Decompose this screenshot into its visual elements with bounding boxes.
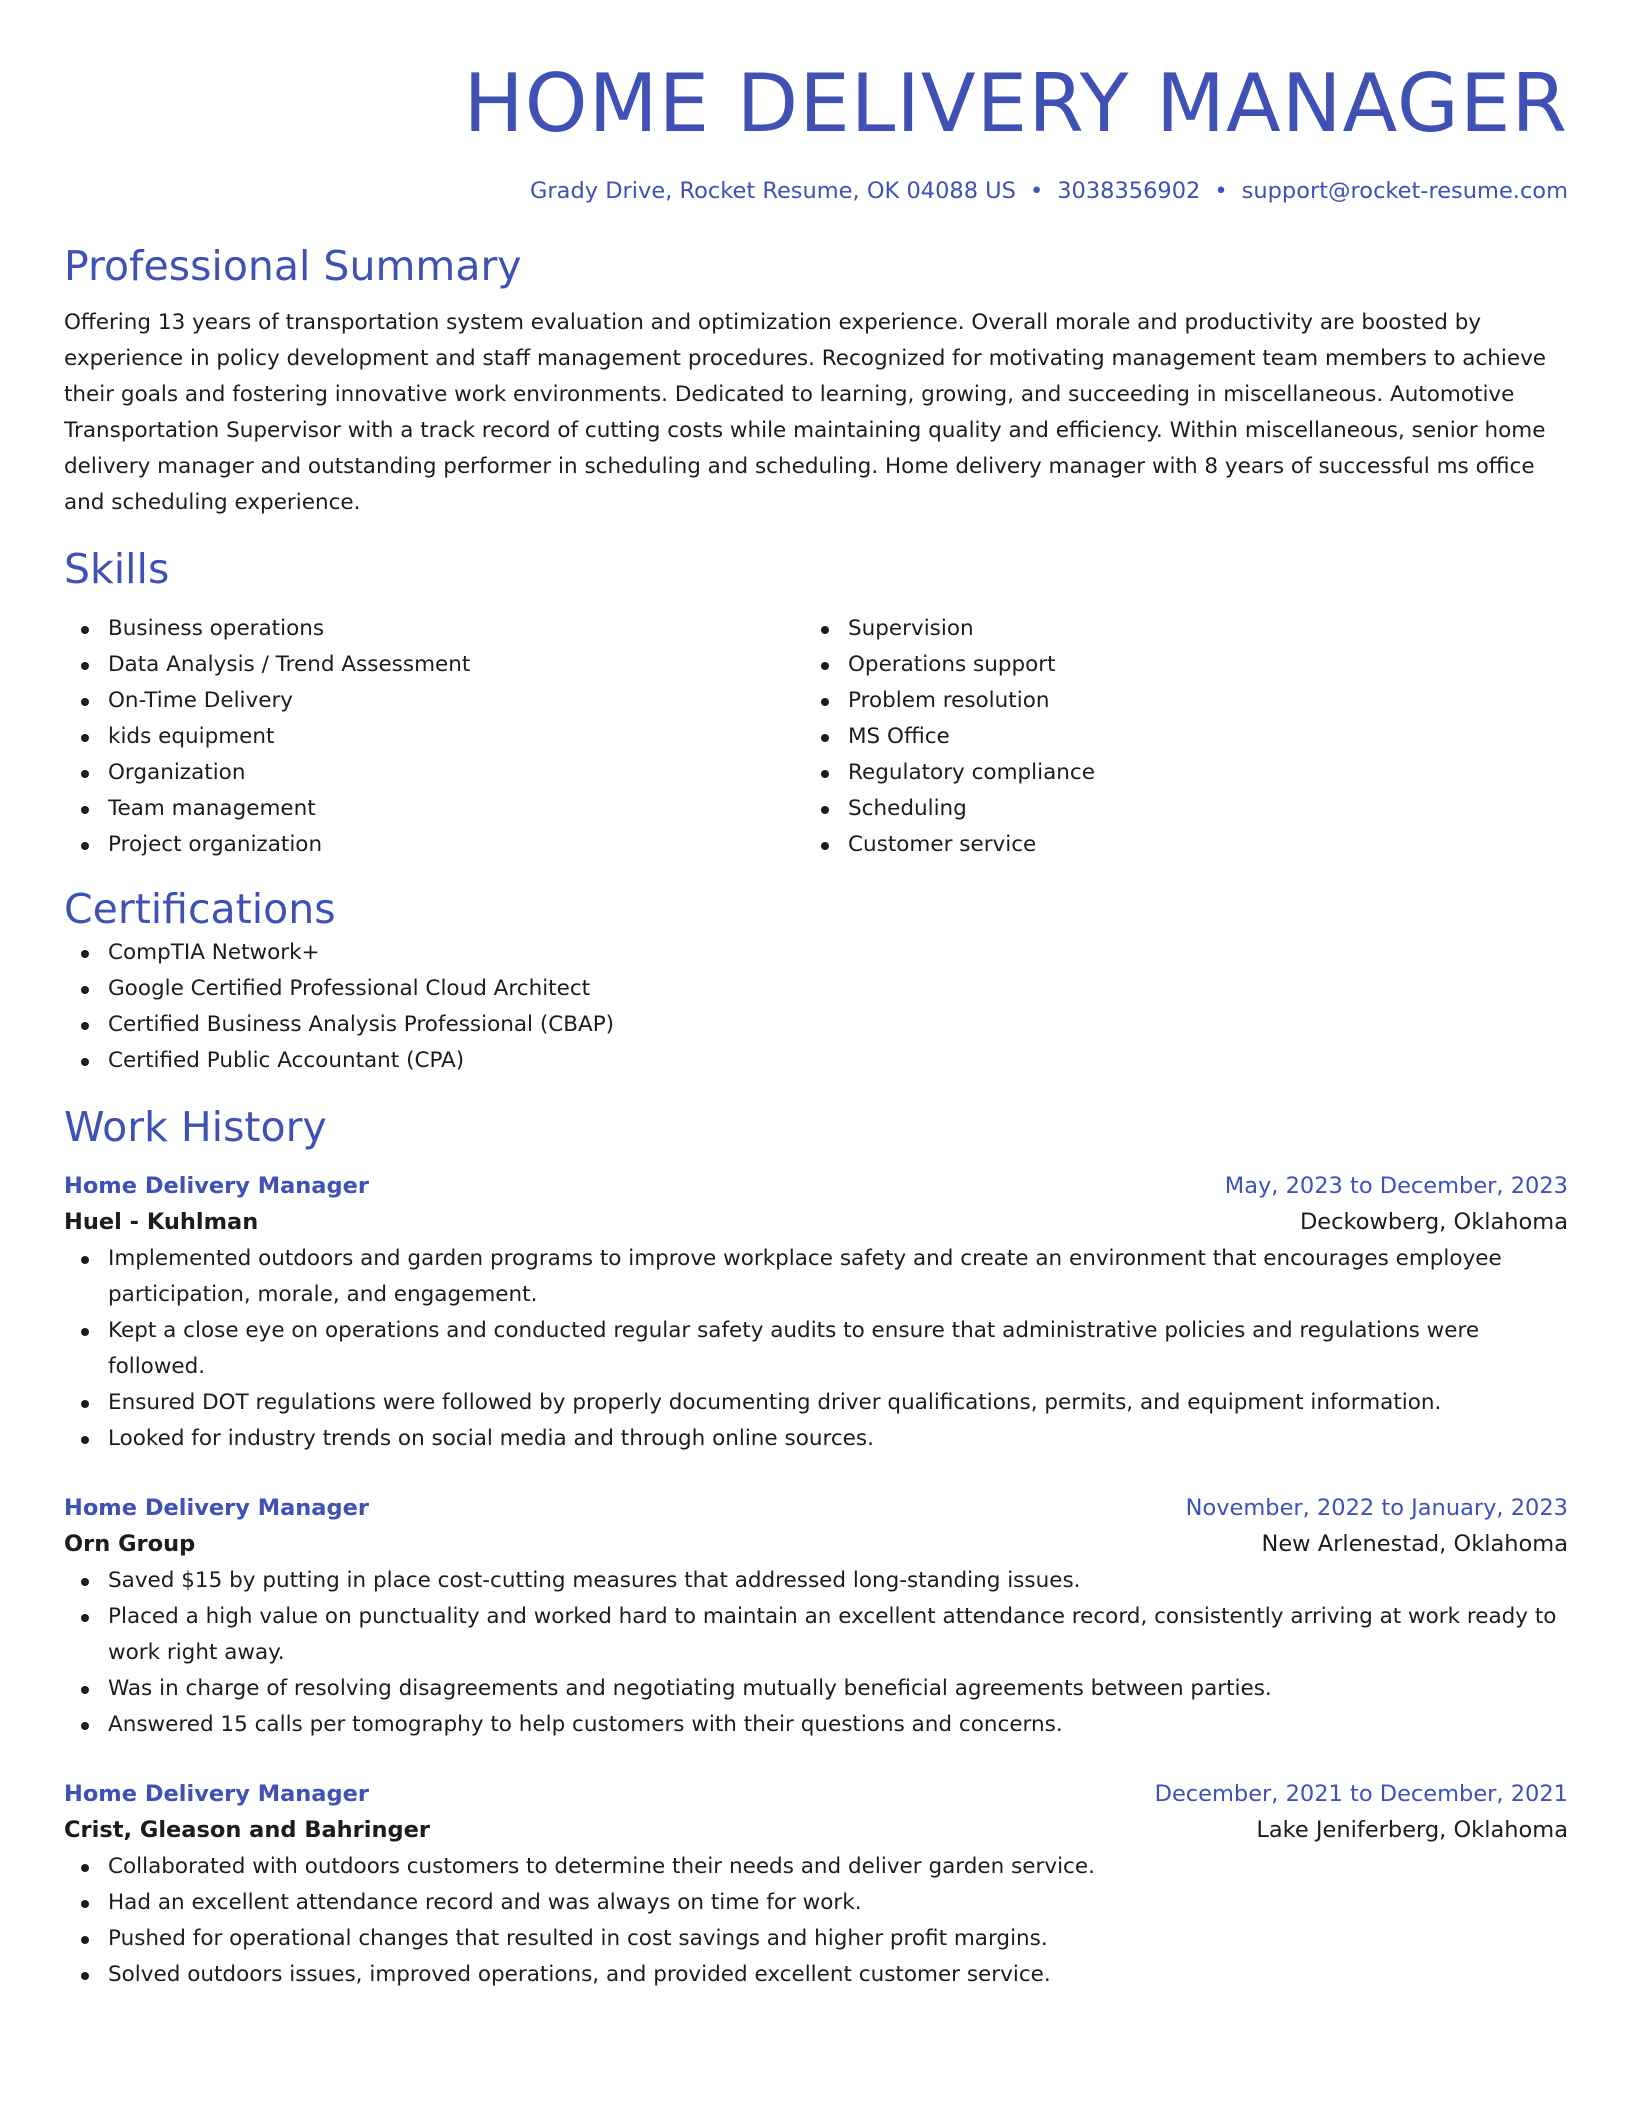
job-company-row xyxy=(64,1525,1568,1563)
job-title: Home Delivery Manager xyxy=(64,1173,369,1199)
job-dates: May, 2023 to December, 2023 xyxy=(1224,1173,1568,1199)
resume-header xyxy=(64,56,1568,206)
job-location: New Arlenestad, Oklahoma xyxy=(1261,1531,1568,1557)
job-title: Home Delivery Manager xyxy=(64,1781,369,1807)
skills-column-left xyxy=(64,611,804,863)
job-bullet: Had an excellent attendance record and was always on time for work. xyxy=(64,1885,1568,1921)
contact-line xyxy=(64,176,1568,206)
skill-item: kids equipment xyxy=(64,719,804,755)
skill-item: MS Office xyxy=(804,719,1544,755)
certifications-section xyxy=(64,883,1568,1079)
job-bullet: Placed a high value on punctuality and worked hard to maintain an excellent attendance record, consistently arriving at work ready to work right away. xyxy=(64,1599,1568,1671)
job-location: Deckowberg, Oklahoma xyxy=(1299,1209,1568,1235)
certifications-heading: Certifications xyxy=(64,885,336,933)
contact-address: Grady Drive, Rocket Resume, OK 04088 US xyxy=(530,178,1016,204)
skill-item: Project organization xyxy=(64,827,804,863)
summary-heading: Professional Summary xyxy=(64,242,522,290)
job-bullet: Answered 15 calls per tomography to help customers with their questions and concerns. xyxy=(64,1707,1568,1743)
skill-item: Business operations xyxy=(64,611,804,647)
job-bullet: Was in charge of resolving disagreements and negotiating mutually beneficial agreements between parties. xyxy=(64,1671,1568,1707)
skill-item: On-Time Delivery xyxy=(64,683,804,719)
summary-section xyxy=(64,240,1568,521)
skills-heading: Skills xyxy=(64,545,170,593)
summary-text: Offering 13 years of transportation system evaluation and optimization experience. Overall morale and productivity are boosted by experience in policy development and staff management procedures. Recognized for motivating management team members to achieve their goals and fostering innovative work environments. Dedicated to learning, growing, and succeeding in miscellaneous. Automotive Transportation Supervisor with a track record of cutting costs while maintaining quality and efficiency. Within miscellaneous, senior home delivery manager and outstanding performer in scheduling and scheduling. Home delivery manager with 8 years of successful ms office and scheduling experience. xyxy=(64,310,1547,515)
skill-item: Team management xyxy=(64,791,804,827)
skills-column-right xyxy=(804,611,1544,863)
job-bullet: Looked for industry trends on social media and through online sources. xyxy=(64,1421,1568,1457)
job-entry xyxy=(64,1491,1568,1743)
job-bullet: Solved outdoors issues, improved operations, and provided excellent customer service. xyxy=(64,1957,1568,1993)
job-bullet: Ensured DOT regulations were followed by properly documenting driver qualifications, permits, and equipment information. xyxy=(64,1385,1568,1421)
skill-item: Supervision xyxy=(804,611,1544,647)
job-entry xyxy=(64,1777,1568,1993)
job-bullet: Saved $15 by putting in place cost-cutting measures that addressed long-standing issues. xyxy=(64,1563,1568,1599)
job-responsibilities xyxy=(64,1241,1568,1457)
job-bullet: Kept a close eye on operations and conducted regular safety audits to ensure that administrative policies and regulations were followed. xyxy=(64,1313,1568,1385)
skill-item: Problem resolution xyxy=(804,683,1544,719)
job-dates: December, 2021 to December, 2021 xyxy=(1154,1781,1568,1807)
skills-section xyxy=(64,543,1568,863)
certification-item: Certified Business Analysis Professional (CBAP) xyxy=(64,1007,1568,1043)
job-company-row xyxy=(64,1811,1568,1849)
contact-phone: 3038356902 xyxy=(1057,178,1201,204)
work-history-heading: Work History xyxy=(64,1103,327,1151)
certification-item: Google Certified Professional Cloud Architect xyxy=(64,971,1568,1007)
job-title-row xyxy=(64,1491,1568,1525)
skill-item: Customer service xyxy=(804,827,1544,863)
job-location: Lake Jeniferberg, Oklahoma xyxy=(1256,1817,1568,1843)
certifications-list xyxy=(64,935,1568,1079)
job-entry xyxy=(64,1169,1568,1457)
job-title-row xyxy=(64,1777,1568,1811)
job-bullet: Pushed for operational changes that resulted in cost savings and higher profit margins. xyxy=(64,1921,1568,1957)
job-company: Orn Group xyxy=(64,1531,196,1557)
skill-item: Scheduling xyxy=(804,791,1544,827)
skills-grid xyxy=(64,611,1568,863)
skill-item: Regulatory compliance xyxy=(804,755,1544,791)
skill-item: Operations support xyxy=(804,647,1544,683)
job-company: Huel - Kuhlman xyxy=(64,1209,259,1235)
skill-item: Organization xyxy=(64,755,804,791)
job-dates: November, 2022 to January, 2023 xyxy=(1185,1495,1568,1521)
work-history-section xyxy=(64,1101,1568,1993)
candidate-name: HOME DELIVERY MANAGER xyxy=(463,57,1568,150)
job-responsibilities xyxy=(64,1563,1568,1743)
contact-separator: • xyxy=(1029,178,1044,204)
job-company: Crist, Gleason and Bahringer xyxy=(64,1817,430,1843)
job-bullet: Collaborated with outdoors customers to determine their needs and deliver garden service. xyxy=(64,1849,1568,1885)
contact-separator: • xyxy=(1214,178,1228,204)
job-responsibilities xyxy=(64,1849,1568,1993)
contact-email: support@rocket-resume.com xyxy=(1241,178,1568,204)
job-title: Home Delivery Manager xyxy=(64,1495,369,1521)
job-title-row xyxy=(64,1169,1568,1203)
certification-item: Certified Public Accountant (CPA) xyxy=(64,1043,1568,1079)
skill-item: Data Analysis / Trend Assessment xyxy=(64,647,804,683)
job-bullet: Implemented outdoors and garden programs to improve workplace safety and create an environment that encourages employee participation, morale, and engagement. xyxy=(64,1241,1568,1313)
certification-item: CompTIA Network+ xyxy=(64,935,1568,971)
job-company-row xyxy=(64,1203,1568,1241)
